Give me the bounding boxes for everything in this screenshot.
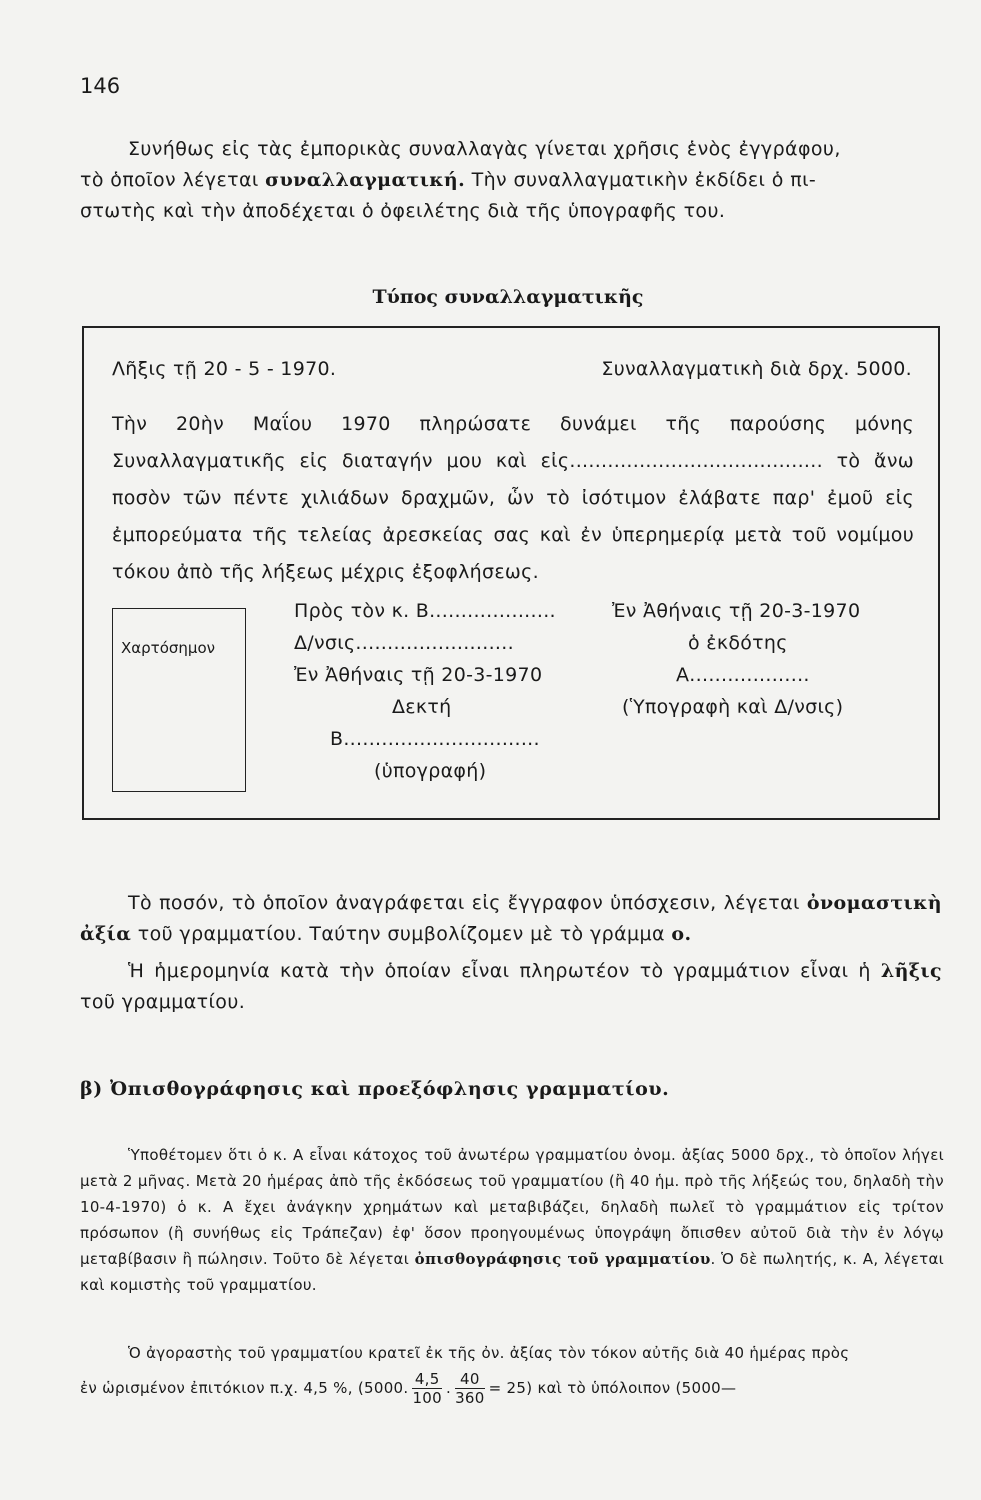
intro-text: τὸ ὁποῖον λέγεται — [80, 169, 266, 191]
bill-drawer-signature-label: (Ὑπογραφὴ καὶ Δ/νσις) — [622, 696, 844, 718]
example-paragraph — [80, 1142, 944, 1298]
fraction-days — [455, 1370, 485, 1407]
term-maturity: λῆξις — [880, 960, 942, 982]
formula-text: ἐν ὡρισμένον ἐπιτόκιον π.χ. 4,5 %, ( — [80, 1379, 365, 1397]
bill-drawee-address: Δ/νσις......................... — [294, 632, 514, 654]
bill-drawee: Πρὸς τὸν κ. Β.................... — [294, 600, 556, 622]
symbol-o: ο. — [671, 923, 692, 945]
bill-drawer-label: ὁ ἐκδότης — [688, 632, 788, 654]
paragraph-text: Τὸ ποσόν, τὸ ὁποῖον ἀναγράφεται εἰς ἔγγραφον ὑπόσχεσιν, λέγεται — [128, 892, 807, 914]
bill-issue-place: Ἐν Ἀθήναις τῇ 20-3-1970 — [612, 600, 861, 622]
maturity-paragraph — [80, 956, 942, 1018]
intro-line-1: Συνήθως εἰς τὰς ἐμπορικὰς συναλλαγὰς γίνεται χρῆσις ἑνὸς ἐγγράφου, — [128, 138, 841, 160]
paragraph-text: τοῦ γραμματίου. — [80, 991, 246, 1013]
buyer-line-1: Ὁ ἀγοραστὴς τοῦ γραμματίου κρατεῖ ἐκ τῆς ὀν. ἀξίας τὸν τόκον αὐτῆς διὰ 40 ἡμέρας πρὸς — [128, 1344, 850, 1362]
paragraph-text: τοῦ γραμματίου. Ταύτην συμβολίζομεν μὲ τὸ γράμμα — [131, 923, 672, 945]
fraction-denominator: 100 — [412, 1389, 442, 1407]
intro-line-3: στωτὴς καὶ τὴν ἀποδέχεται ὁ ὀφειλέτης διὰ τῆς ὑπογραφῆς του. — [80, 200, 726, 222]
revenue-stamp-box — [112, 608, 246, 792]
nominal-value-paragraph — [80, 888, 942, 950]
fraction-rate — [412, 1370, 442, 1407]
bill-drawer-signature: Α................... — [676, 664, 810, 686]
fraction-numerator: 40 — [455, 1370, 485, 1389]
page-number: 146 — [80, 74, 121, 98]
formula-value: 5000. — [364, 1379, 409, 1397]
paragraph-text: Ὑποθέτομεν ὅτι ὁ κ. Α εἶναι κάτοχος τοῦ ἀνωτέρω γραμματίου ὀνομ. ἀξίας 5000 δρχ., τὸ ὁποῖον λήγει μετὰ 2 μῆνας. Μετὰ 20 ἡμέρας ἀπὸ τῆς ἐκδόσεως τοῦ γραμματίου (ἢ 40 ἡμ. πρὸ τῆς λήξεώς του, δηλαδὴ τὴν 10-4-1970) ὁ κ. Α ἔχει ἀνάγκην χρημάτων καὶ μεταβιβάζει, δηλαδὴ πωλεῖ τὸ γραμμάτιον εἰς τρίτον πρόσωπον (ἢ συνήθως εἰς Τράπεζαν) ἐφ' ὅσον προηγουμένως ὑπογράψη ὄπισθεν αὐτοῦ διὰ τὴν ἐν λόγῳ μεταβίβασιν ἢ πώλησιν. Τοῦτο δὲ λέγεται — [80, 1146, 944, 1268]
intro-text: Τὴν συναλλαγματικὴν ἐκδίδει ὁ πι- — [465, 169, 817, 191]
bill-amount: Συναλλαγματικὴ διὰ δρχ. 5000. — [601, 358, 912, 380]
form-title: Τύπος συναλλαγματικῆς — [372, 286, 644, 308]
intro-paragraph — [80, 134, 942, 227]
buyer-formula-line — [80, 1370, 944, 1407]
section-title: β) Ὀπισθογράφησις καὶ προεξόφλησις γραμματίου. — [80, 1078, 670, 1100]
formula-result: = 25 — [488, 1379, 527, 1397]
fraction-numerator: 4,5 — [412, 1370, 442, 1389]
bill-accepted-label: Δεκτή — [392, 696, 452, 718]
term-nominal-value: ὀνομαστικὴ ἀξία — [80, 892, 942, 945]
paragraph-text: . Ὁ δὲ πωλητής, κ. Α, λέγεται καὶ κομιστὴς τοῦ γραμματίου. — [80, 1250, 945, 1294]
bill-acceptor-signature-label: (ὑπογραφή) — [374, 760, 487, 782]
paragraph-text: Ἡ ἡμερομηνία κατὰ τὴν ὁποίαν εἶναι πληρωτέον τὸ γραμμάτιον εἶναι ἡ — [128, 960, 881, 982]
intro-line-2 — [80, 165, 942, 196]
term-bill-of-exchange: συναλλαγματική. — [265, 169, 466, 191]
term-endorsement: ὀπισθογράφησις τοῦ γραμματίου — [414, 1250, 711, 1268]
formula-text: ) καὶ τὸ ὑπόλοιπον (5000— — [526, 1379, 737, 1397]
fraction-denominator: 360 — [455, 1389, 485, 1407]
stamp-label: Χαρτόσημον — [121, 639, 216, 657]
bill-acceptor-signature: Β............................... — [330, 728, 540, 750]
bill-maturity: Λῆξις τῇ 20 - 5 - 1970. — [112, 358, 337, 380]
bill-of-exchange-form — [82, 326, 940, 820]
bill-body: Τὴν 20ὴν Μαΐου 1970 πληρώσατε δυνάμει τῆς παρούσης μόνης Συναλλαγματικῆς εἰς διαταγήν μου καὶ εἰς........................................ τὸ ἄνω ποσὸν τῶν πέντε χιλιάδων δραχμῶν, ὧν τὸ ἰσότιμον ἐλάβατε παρ' ἐμοῦ εἰς ἐμπορεύματα τῆς τελείας ἀρεσκείας σας καὶ ἐν ὑπερημερίᾳ μετὰ τοῦ νομίμου τόκου ἀπὸ τῆς λήξεως μέχρις ἐξοφλήσεως. — [112, 413, 914, 583]
formula-dot: . — [446, 1379, 452, 1397]
bill-acceptance-place: Ἐν Ἀθήναις τῇ 20-3-1970 — [294, 664, 543, 686]
